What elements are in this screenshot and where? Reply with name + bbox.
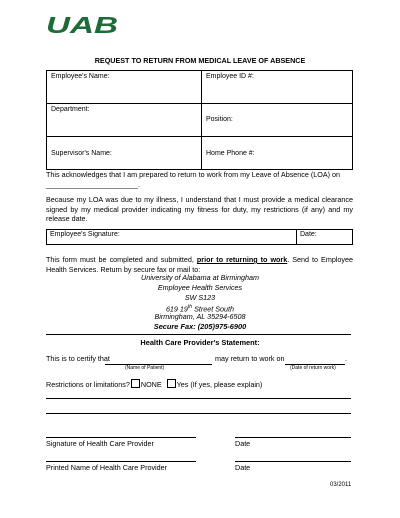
provider-printed-name-line[interactable] (46, 461, 196, 462)
provider-printed-name-label: Printed Name of Health Care Provider (46, 463, 168, 472)
department-field[interactable] (47, 104, 202, 137)
none-label: NONE (140, 380, 162, 389)
certify-label: This is to certify that (46, 354, 110, 363)
address-line-5: Birmingham, AL 35294-6508 (154, 312, 246, 321)
illness-paragraph: Because my LOA was due to my illness, I understand that I must provide a medical clearance signed by my medical provider indicating my fitness for duty, my restrictions (if any) and my release date. (46, 195, 353, 224)
acknowledge-paragraph (46, 170, 353, 189)
employee-signature-box[interactable] (46, 229, 353, 245)
form-code: 03/2011 (330, 482, 352, 488)
supervisor-name-field[interactable] (47, 137, 202, 170)
provider-date-label-1: Date (235, 439, 251, 448)
submit-paragraph (46, 255, 353, 274)
provider-date-line-2[interactable] (235, 461, 351, 462)
address-line-2: Employee Health Services (157, 283, 243, 292)
patient-name-caption: (Name of Patient) (125, 365, 165, 371)
provider-date-label-2: Date (235, 463, 251, 472)
explain-line-2[interactable] (46, 413, 351, 414)
yes-checkbox[interactable] (167, 379, 176, 388)
address-line-3: SW S123 (184, 293, 216, 302)
none-checkbox[interactable] (131, 379, 140, 388)
home-phone-label: Home Phone #: (206, 149, 255, 157)
signature-divider (296, 230, 297, 244)
street-suffix: th (187, 304, 193, 310)
provider-heading: Health Care Provider's Statement: (140, 338, 260, 347)
restrictions-label: Restrictions or limitations? (46, 380, 130, 389)
section-divider (46, 334, 351, 335)
submit-text-2: . Send to Employee Health Services. Return by secure fax or mail to: (46, 255, 354, 274)
certify-period: . (345, 354, 347, 363)
provider-signature-label: Signature of Health Care Provider (46, 439, 154, 448)
provider-date-line-1[interactable] (235, 437, 351, 438)
submit-text-1: This form must be completed and submitted, (46, 255, 194, 264)
employee-date-label: Date: (300, 231, 317, 238)
yes-label: Yes (If yes, please explain) (176, 380, 263, 389)
return-date-caption: (Date of return work) (290, 365, 336, 371)
employee-id-field[interactable] (202, 71, 353, 104)
employee-name-field[interactable] (47, 71, 202, 104)
form-title: REQUEST TO RETURN FROM MEDICAL LEAVE OF ABSENCE (94, 56, 306, 65)
department-label: Department: (51, 106, 90, 113)
employee-id-label: Employee ID #: (206, 73, 254, 80)
street-name: Street South (192, 304, 235, 314)
provider-signature-line[interactable] (46, 437, 196, 438)
supervisor-name-label: Supervisor's Name: (51, 149, 112, 157)
explain-line-1[interactable] (46, 398, 351, 399)
employee-info-table (46, 70, 353, 170)
employee-name-label: Employee's Name: (51, 73, 110, 80)
position-field[interactable] (202, 104, 353, 137)
logo-text: UAB (46, 14, 118, 36)
acknowledge-text: This acknowledges that I am prepared to return to work from my Leave of Absence (LOA) on (46, 170, 341, 179)
street-number: 619 19 (165, 304, 188, 314)
submit-emphasis: prior to returning to work (196, 255, 288, 264)
employee-signature-label: Employee's Signature: (50, 231, 120, 238)
acknowledge-date-blank[interactable]: _______________________. (46, 179, 140, 189)
may-return-label: may return to work on (215, 354, 285, 363)
uab-logo (46, 14, 120, 36)
restrictions-row (46, 379, 262, 390)
position-label: Position: (206, 115, 233, 123)
secure-fax: Secure Fax: (205)975-6900 (153, 322, 247, 331)
address-line-1: University of Alabama at Birmingham (141, 273, 259, 282)
home-phone-field[interactable] (202, 137, 353, 170)
